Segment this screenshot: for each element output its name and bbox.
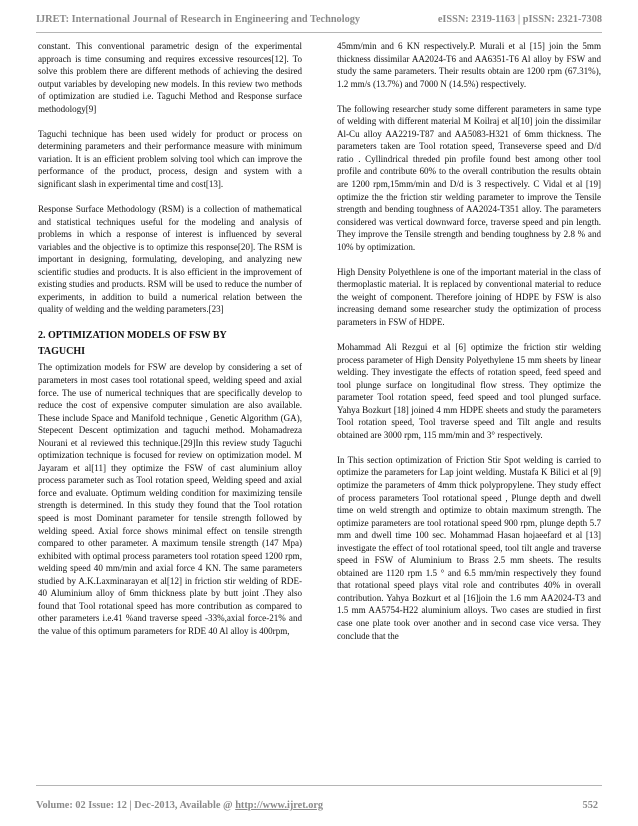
paragraph: Taguchi technique has been used widely for product or process on determining parameters and their performance measure with minimum variation. It is an efficient problem solving tool which can improve the performance of the product, process, design and system with a significant slash in experimental time and cost[13]. [38, 128, 302, 189]
section-heading [38, 328, 302, 360]
section-heading-line2: TAGUCHI [38, 346, 86, 358]
paragraph: In This section optimization of Friction Stir Spot welding is carried to optimize the parameters for Lap joint welding. Mustafa K Bilici et al [9] optimize the parameters of 4mm thick polypropylene. They study effect of process parameters Tool rotational speed , Plunge depth and dwell time on weld strength and optimize to obtain maximum strength. The optimize parameters are tool rotational speed 900 rpm, plunge depth 5.7 mm and dwell time 100 sec. Mohammad Hasan hojaeefard et al [13] investigate the effect of tool rotational speed, tool tilt angle and traverse speed in FSW of Aluminium to Brass 2.5 mm sheets. The results obtained are 1120 rpm 1.5 ° and 6.5 mm/min respectively they found that rotational speed plays vital role and contributes 40% in overall contribution. Yahya Bozkurt et al [16]join the 1.6 mm AA2024-T3 and 1.5 mm AA5754-H22 aluminium alloys. Two cases are studied in first case one plate took over another and in second case vice versa. They conclude that the [337, 454, 601, 641]
left-column [38, 40, 302, 782]
paragraph: Mohammad Ali Rezgui et al [6] optimize the friction stir welding process parameter of High Density Polyethylene 15 mm sheets by linear welding. They investigate the effects of rotation speed, feed speed and tool plunge surface on longitudinal flow stress. They optimize the parameter Tool rotation speed, feed speed and tool plunged surface. Yahya Bozkurt [18] joined 4 mm HDPE sheets and study the parameters Tool rotation speed, Tool traverse speed and Tilt angle and results obtained are 3000 rpm, 115 mm/min and 3° respectively. [337, 341, 601, 440]
issn-info: eISSN: 2319-1163 | pISSN: 2321-7308 [437, 14, 602, 25]
paragraph: 45mm/min and 6 KN respectively.P. Murali et al [15] join the 5mm thickness dissimilar AA2024-T6 and AA6351-T6 Al alloy by FSW and study the same parameters. Their results obtain are 1200 rpm (67.31%), 1.2 mm/s (13.7%) and 7000 N (14.5%) respectively. [337, 41, 601, 89]
footer-volume [36, 800, 323, 811]
paragraph: Response Surface Methodology (RSM) is a collection of mathematical and statistical techniques useful for the modeling and analysis of problems in which a response of interest is influenced by several variables and the objective is to optimize this response[20]. The RSM is important in designing, formulating, developing, and analyzing new scientific studies and products. It is also efficient in the improvement of existing studies and products. RSM will be used to reduce the number of experiments, in addition to build a numerical relation between the quality of welding and the welding parameters.[23] [38, 204, 302, 315]
header-divider [36, 32, 602, 33]
paragraph: constant. This conventional parametric design of the experimental approach is time consuming and requires excessive resources[12]. To solve this problem there are different methods of achieving the desired output variables by developing new models. In this review two methods of optimization are studied i.e. Taguchi Method and Response surface methodology[9] [38, 41, 302, 114]
page-number: 552 [582, 800, 598, 811]
volume-info: Volume: 02 Issue: 12 | Dec-2013, Available @ [36, 800, 236, 811]
journal-title: IJRET: International Journal of Research in Engineering and Technology [36, 14, 361, 25]
paragraph: The optimization models for FSW are develop by considering a set of parameters in most cases tool rotational speed, welding speed and axial force. The use of numerical techniques that are specifically develop to reduce the cost of expensive computer simulation are also available. These include Space and Manifold technique , Genetic Algorithm (GA), Stepecent Descent optimization and taguchi method. Mohamadreza Nourani et al reviewed this technique.[29]In this review study Taguchi optimization technique is focused for review on optimization model. M Jayaram et al[11] they optimize the FSW of cast aluminium alloy process parameter such as Tool rotation speed, Welding speed and axial force and evaluate. Optimum welding condition for maximizing tensile strength is determined. In this study they found that the Tool rotation speed is most Dominant parameter for tensile strength followed by welding speed. Axial force shows minimal effect on tensile strength compared to other parameter. A maximum tensile strength (147 Mpa) exhibited with optimal process parameters tool rotation speed 1200 rpm, welding speed 40 mm/min and axial force 4 KN. The same parameters studied by A.K.Laxminarayan et al[12] in friction stir welding of RDE-40 Aluminium alloy of 6mm thickness plate by butt joint .They also found that Tool rotational speed has more contribution as compared to other parameters i.e.41 %and traverse speed -33%,axial force-21% and the value of this optimum parameters for RDE 40 Al alloy is 400rpm, [38, 362, 302, 636]
footer-divider [36, 785, 602, 786]
page-footer [36, 800, 602, 816]
paragraph: The following researcher study some different parameters in same type of welding with different material M Koilraj et al[10] join the dissimilar Al-Cu alloy AA2219-T87 and AA5083-H321 of 6mm thickness. The parameters taken are Tool rotation speed, Transeverse speed and D/d ratio . Cyllindrical threded pin profile found best among other tool profile and contribute 60% to the overall contribution the results obtain are 1200 rpm,15mm/min and D/d is 3 respectively. C Vidal et al [19] optimize the the friction stir welding parameter to improve the Tensile strength and bending toughness of AA2024-T351 alloy. The parameters considered was vertical downward force, traverse speed and pin length. They improve the Tensile strength and bending toughness by 2.8 % and 10% by optimization. [337, 103, 601, 252]
journal-link[interactable]: http://www.ijret.org [235, 800, 324, 811]
right-column [337, 40, 601, 782]
section-heading-line1: 2. OPTIMIZATION MODELS OF FSW BY [38, 330, 227, 342]
paragraph: High Density Polyethlene is one of the important material in the class of thermoplastic material. It is replaced by conventional material to reduce the weight of component. Therefore joining of HDPE by FSW is also increasing demand some researcher study the optimization of process parameters in FSW of HDPE. [337, 266, 601, 327]
